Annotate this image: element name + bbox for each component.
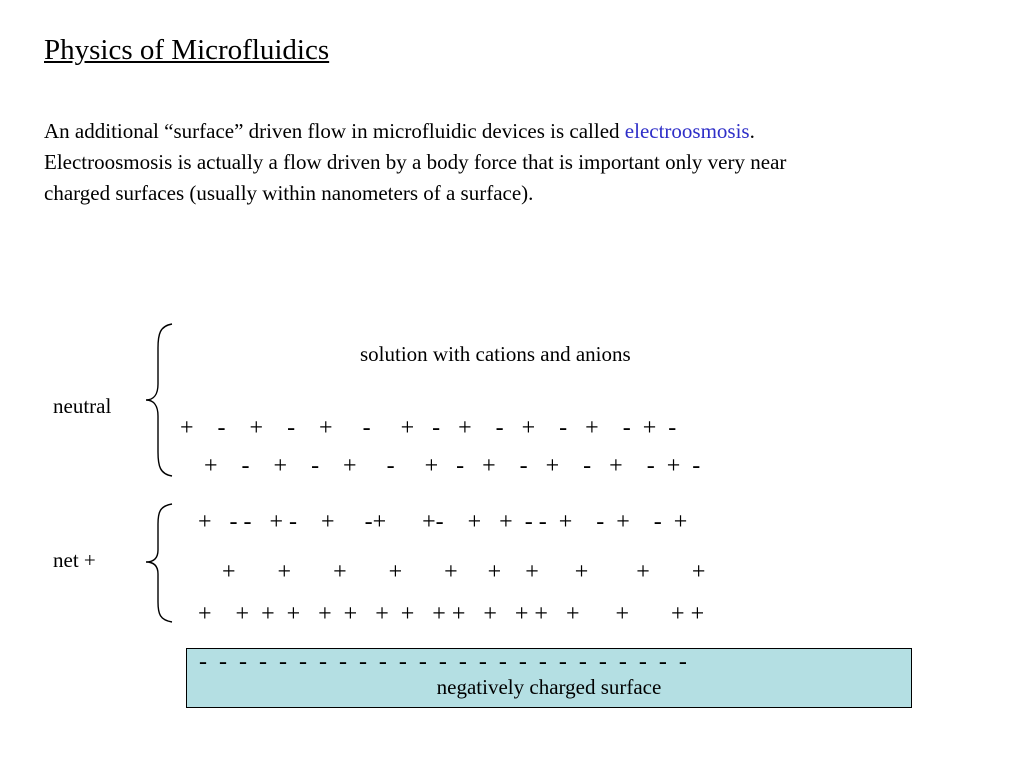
neutral-label: neutral [53, 394, 112, 418]
paragraph-line-1-prefix: An additional “surface” driven flow in microfluidic devices is called [44, 119, 625, 143]
surface-label: negatively charged surface [436, 675, 662, 699]
paragraph-line-1-suffix: . [749, 119, 755, 143]
solution-label: solution with cations and anions [360, 342, 631, 366]
neutral-row-1: + - + - + - + - + - + - + - + - [180, 415, 677, 441]
net-row-3: + + + + + + + + + + + + + + + + + [198, 601, 705, 627]
net-row-2: + + + + + + + + + + [222, 559, 706, 585]
surface-negative-charges: - - - - - - - - - - - - - - - - - - - - - - - - - [199, 649, 687, 675]
charged-surface [186, 648, 912, 708]
paragraph-line-2: Electroosmosis is actually a flow driven by a body force that is important only very near [44, 150, 787, 174]
slide-title: Physics of Microfluidics [44, 34, 330, 66]
neutral-brace-icon [140, 322, 180, 478]
net-label: net + [53, 548, 96, 572]
electroosmosis-term: electroosmosis [624, 119, 750, 143]
paragraph-line-3: charged surfaces (usually within nanometers of a surface). [44, 181, 534, 205]
paragraph-line-1 [44, 116, 984, 147]
net-brace-icon [140, 502, 180, 624]
neutral-row-2: + - + - + - + - + - + - + - + - [204, 453, 701, 479]
intro-paragraph [44, 116, 984, 209]
net-row-1: + - - + - + -+ +- + + - - + - + - + [198, 509, 688, 535]
